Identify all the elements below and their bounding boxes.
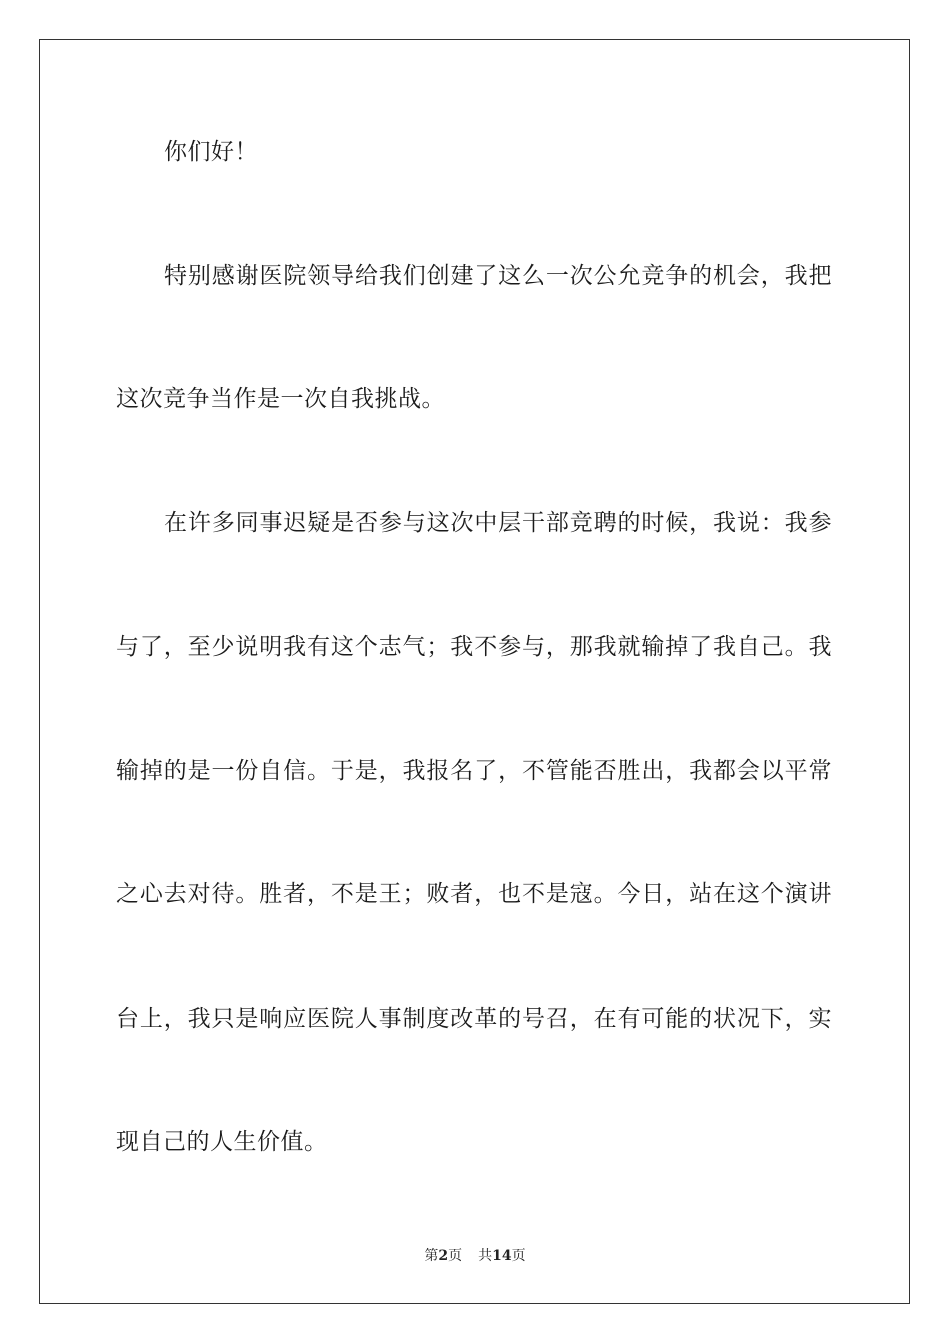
page-suffix: 页 bbox=[448, 1248, 463, 1264]
paragraph-2-line-4: 之心去对待。胜者，不是王；败者，也不是寇。今日，站在这个演讲 bbox=[116, 881, 832, 907]
paragraph-2-line-2: 与了，至少说明我有这个志气；我不参与，那我就输掉了我自己。我 bbox=[116, 634, 832, 660]
paragraph-1-line-1: 特别感谢医院领导给我们创建了这么一次公允竞争的机会，我把 bbox=[164, 263, 832, 289]
greeting-line: 你们好！ bbox=[164, 139, 258, 165]
page-number: 2 bbox=[438, 1248, 449, 1264]
paragraph-2-line-6: 现自己的人生价值。 bbox=[116, 1129, 328, 1155]
page-frame bbox=[39, 39, 910, 1304]
paragraph-2-line-3: 输掉的是一份自信。于是，我报名了，不管能否胜出，我都会以平常 bbox=[116, 758, 832, 784]
total-prefix: 共 bbox=[478, 1248, 493, 1264]
page-prefix: 第 bbox=[424, 1248, 439, 1264]
total-suffix: 页 bbox=[511, 1248, 526, 1264]
page-footer bbox=[0, 1247, 950, 1265]
paragraph-2-line-5: 台上，我只是响应医院人事制度改革的号召，在有可能的状况下，实 bbox=[116, 1006, 832, 1032]
total-pages: 14 bbox=[492, 1248, 512, 1264]
paragraph-1-line-2: 这次竞争当作是一次自我挑战。 bbox=[116, 386, 445, 412]
paragraph-2-line-1: 在许多同事迟疑是否参与这次中层干部竞聘的时候，我说：我参 bbox=[164, 510, 832, 536]
